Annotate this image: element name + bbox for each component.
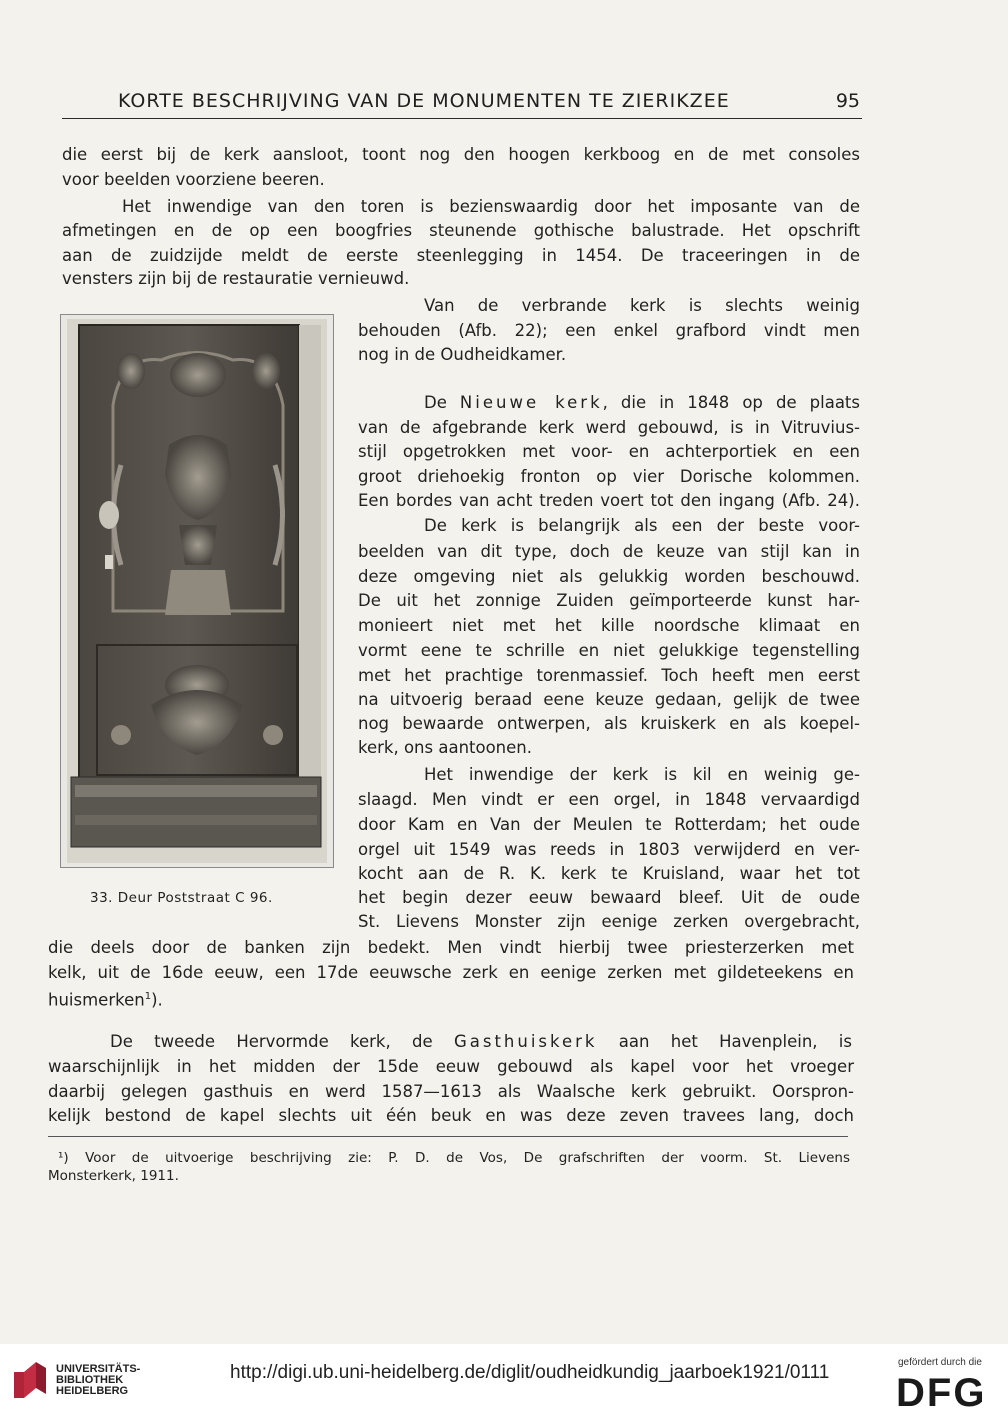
spaced-term: Nieuwe kerk (459, 393, 603, 412)
text-line: afmetingen en de op een boogfries steunende gothische balustrade. Het opschrift (62, 221, 860, 240)
footnote-line: Monsterkerk, 1911. (48, 1168, 179, 1184)
text-segment: huismerken (48, 990, 145, 1010)
text-line: kerk, ons aantoonen. (358, 738, 532, 757)
text-line: Het inwendige van den toren is bezienswaardig door het imposante van de (122, 197, 860, 216)
text-de: De (424, 393, 460, 412)
library-line: BIBLIOTHEK (56, 1374, 124, 1386)
text-line: nog bewaarde ontwerpen, als kruiskerk en als koepel- (358, 714, 860, 733)
library-name (56, 1364, 140, 1397)
running-head-title: KORTE BESCHRIJVING VAN DE MONUMENTEN TE ZIERIKZEE (118, 90, 730, 112)
dfg-logo: DFG (896, 1371, 987, 1415)
text-line: behouden (Afb. 22); een enkel grafbord vindt men (358, 321, 860, 340)
text-line: aan de zuidzijde meldt de eerste steenlegging in 1454. De traceeringen in de (62, 246, 860, 265)
door-photograph (60, 314, 334, 868)
text-line (48, 986, 854, 1012)
footnote-rule (48, 1136, 848, 1137)
text-line: kocht aan de R. K. kerk te Kruisland, waar het tot (358, 864, 860, 883)
text-line: stijl opgetrokken met voor- en achterportiek en een (358, 442, 860, 461)
library-line: HEIDELBERG (56, 1385, 129, 1397)
source-url-link[interactable]: http://digi.ub.uni-heidelberg.de/diglit/oudheidkundig_jaarboek1921/0111 (230, 1362, 830, 1383)
text-line: orgel uit 1549 was reeds in 1803 verwijderd en ver- (358, 840, 860, 859)
text-line: van de afgebrande kerk werd gebouwd, is in Vitruvius- (358, 418, 860, 437)
text-line: slaagd. Men vindt er een orgel, in 1848 vervaardigd (358, 790, 860, 809)
text-line: De kerk is belangrijk als een der beste voor- (424, 516, 860, 535)
text-line: na uitvoerig beraad eene keuze gedaan, gelijk de twee (358, 690, 860, 709)
text-end: ). (151, 990, 163, 1010)
footnote-ref: 1 (144, 991, 152, 1002)
door-illustration (61, 315, 333, 867)
text-line: door Kam en Van der Meulen te Rotterdam; het oude (358, 815, 860, 834)
text-line (424, 392, 860, 414)
text-b: aan het Havenplein, is (597, 1032, 852, 1051)
text-line: Het inwendige der kerk is kil en weinig ge- (424, 765, 860, 784)
text-line: nog in de Oudheidkamer. (358, 345, 567, 364)
footnote-line: ¹) Voor de uitvoerige beschrijving zie: P. D. de Vos, De grafschriften der voorm. St. Lievens (58, 1150, 850, 1166)
text-line: De uit het zonnige Zuiden geïmporteerde kunst har- (358, 591, 860, 610)
library-line: UNIVERSITÄTS- (56, 1363, 141, 1375)
text-rest: , die in 1848 op de plaats (602, 393, 860, 412)
text-line: Van de verbrande kerk is slechts weinig (424, 296, 860, 315)
spaced-term: Gasthuiskerk (453, 1032, 598, 1051)
text-line: monieert niet met het kille noordsche klimaat en (358, 616, 860, 635)
text-line: met het prachtige torenmassief. Toch heeft men eerst (358, 666, 860, 685)
text-line: het begin dezer eeuw bewaard bleef. Uit de oude (358, 888, 860, 907)
text-line: daarbij gelegen gasthuis en werd 1587—1613 als Waalsche kerk gebruikt. Oorspron- (48, 1082, 854, 1101)
text-line: kelk, uit de 16de eeuw, een 17de eeuwsche zerk en eenige zerken met gildeteekens en (48, 963, 854, 982)
text-line: die eerst bij de kerk aansloot, toont nog den hoogen kerkboog en de met consoles (62, 145, 860, 164)
text-line: vormt eene te schrille en niet gelukkige tegenstelling (358, 641, 860, 660)
text-a: De tweede Hervormde kerk, de (110, 1032, 454, 1051)
figure-caption: 33. Deur Poststraat C 96. (90, 890, 273, 906)
text-line: kelijk bestond de kapel slechts uit één beuk en was deze zeven travees lang, doch (48, 1106, 854, 1125)
text-line: waarschijnlijk in het midden der 15de eeuw gebouwd als kapel voor het vroeger (48, 1057, 854, 1076)
text-line: groot driehoekig fronton op vier Dorische kolommen. (358, 467, 860, 486)
running-head (62, 90, 862, 119)
funded-by-label: gefördert durch die (898, 1357, 982, 1368)
text-line: vensters zijn bij de restauratie vernieuwd. (62, 269, 410, 288)
text-line: St. Lievens Monster zijn eenige zerken overgebracht, (358, 912, 860, 931)
text-line: die deels door de banken zijn bedekt. Men vindt hierbij twee priesterzerken met (48, 938, 854, 957)
text-line: deze omgeving niet als gelukkig worden beschouwd. (358, 567, 860, 586)
text-line: beelden van dit type, doch de keuze van stijl kan in (358, 542, 860, 561)
page-number: 95 (835, 90, 860, 112)
university-library-logo-icon (10, 1358, 50, 1404)
text-line: voor beelden voorziene beeren. (62, 170, 325, 189)
text-line: Een bordes van acht treden voert tot den ingang (Afb. 24). (358, 491, 860, 510)
text-line (110, 1031, 852, 1053)
